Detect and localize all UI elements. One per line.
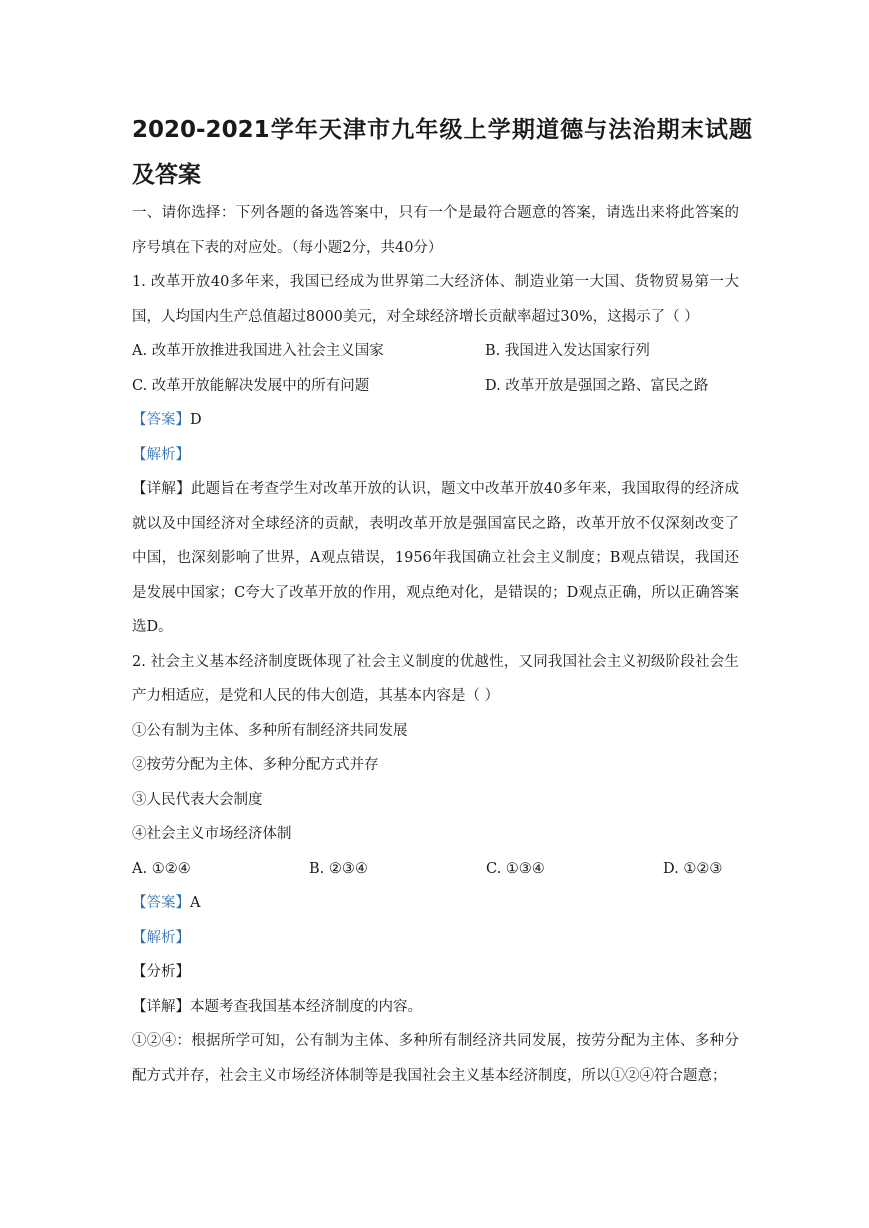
detail-text: 本题考查我国基本经济制度的内容。: [190, 998, 422, 1015]
question-2-item-4: ④社会主义市场经济体制: [132, 826, 292, 842]
question-2-explain: ①②④：根据所学可知，公有制为主体、多种所有制经济共同发展，按劳分配为主体、多种分配方式并存，社会主义市场经济体制等是我国社会主义基本经济制度，所以①②④符合题意；: [132, 1033, 739, 1084]
question-2-item-1: ①公有制为主体、多种所有制经济共同发展: [132, 722, 408, 739]
question-2-option-d: D. ①②③: [663, 860, 723, 877]
question-2-answer: [132, 886, 739, 921]
question-2-analysis: [132, 921, 739, 956]
document-body: [132, 196, 739, 1093]
question-2-option-c: C. ①③④: [486, 860, 545, 877]
section-intro: 一、请你选择：下列各题的备选答案中，只有一个是最符合题意的答案，请选出来将此答案的序号填在下表的对应处。（每小题2分，共40分）: [132, 205, 739, 256]
question-2-item-2: ②按劳分配为主体、多种分配方式并存: [132, 757, 379, 773]
question-1-analysis: [132, 438, 739, 473]
question-1-option-b: B. 我国进入发达国家行列: [485, 343, 650, 359]
answer-value: D: [190, 412, 202, 428]
question-1-detail: [132, 472, 739, 645]
question-2-fenxi: [132, 955, 739, 990]
analysis-label: 【解析】: [132, 446, 190, 463]
analysis-label: 【解析】: [132, 929, 190, 946]
fenxi-label: 【分析】: [132, 964, 190, 980]
question-1-options-row-2: [132, 369, 739, 404]
detail-text: 此题旨在考查学生对改革开放的认识，题文中改革开放40多年来，我国取得的经济成就以及中国经济对全球经济的贡献，表明改革开放是强国富民之路，改革开放不仅深刻改变了中国，也深刻影响了世界，A观点错误，1956年我国确立社会主义制度；B观点错误，我国还是发展中国家；C夸大了改革开放的作用，观点绝对化，是错误的；D观点正确，所以正确答案选D。: [132, 481, 739, 635]
question-2-detail: [132, 990, 739, 1025]
answer-label: 【答案】: [132, 895, 190, 911]
question-2-item-3: ③人民代表大会制度: [132, 791, 263, 808]
detail-label: 【详解】: [132, 998, 190, 1015]
detail-label: 【详解】: [132, 481, 191, 497]
question-1-options-row-1: [132, 334, 739, 369]
question-2-options-row: [132, 852, 739, 887]
document-title: 2020-2021学年天津市九年级上学期道德与法治期末试题及答案: [132, 117, 752, 188]
question-2-option-a: A. ①②④: [132, 860, 191, 877]
answer-value: A: [190, 895, 201, 911]
question-1-option-d: D. 改革开放是强国之路、富民之路: [485, 377, 709, 394]
question-1-option-c: C. 改革开放能解决发展中的所有问题: [132, 377, 370, 394]
question-1-answer: [132, 403, 739, 438]
question-1-option-a: A. 改革开放推进我国进入社会主义国家: [132, 343, 384, 359]
question-1-stem: 1. 改革开放40多年来，我国已经成为世界第二大经济体、制造业第一大国、货物贸易第一大国，人均国内生产总值超过8000美元，对全球经济增长贡献率超过30%，这揭示了（ ）: [132, 274, 739, 325]
answer-label: 【答案】: [132, 412, 190, 428]
question-2-option-b: B. ②③④: [309, 860, 368, 877]
question-2-stem: 2. 社会主义基本经济制度既体现了社会主义制度的优越性，又同我国社会主义初级阶段社会生产力相适应，是党和人民的伟大创造，其基本内容是（ ）: [132, 653, 739, 704]
